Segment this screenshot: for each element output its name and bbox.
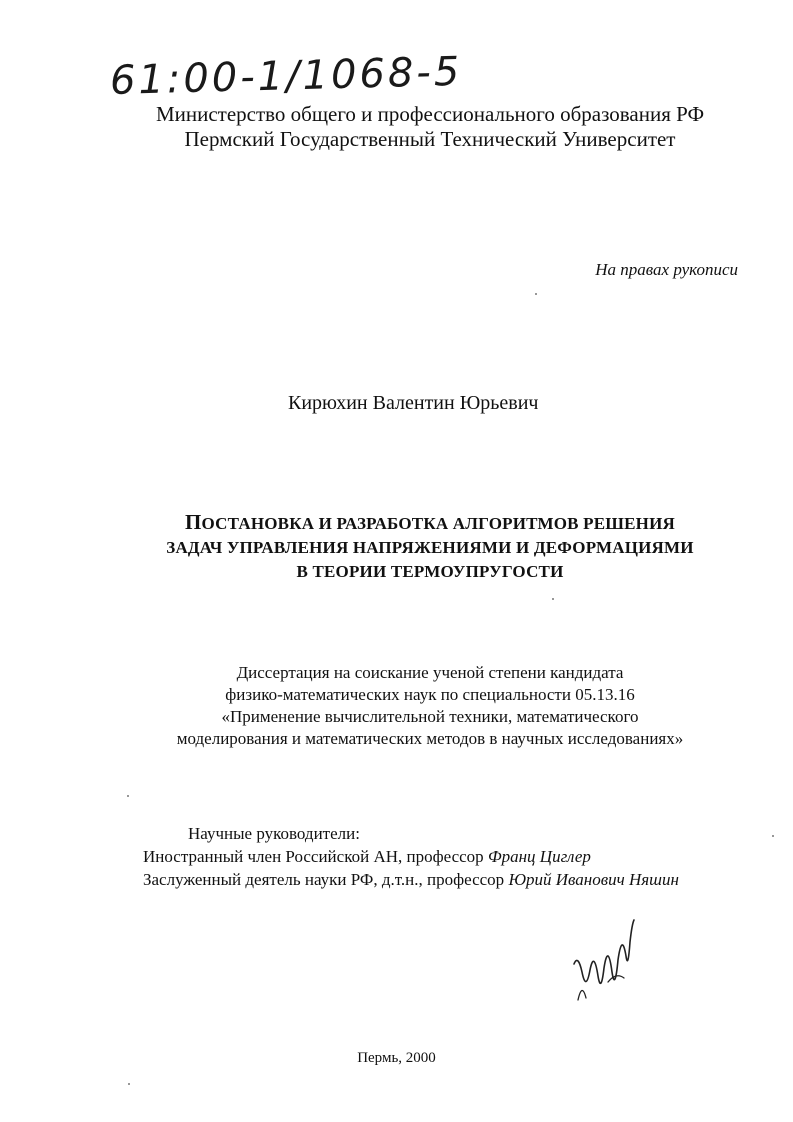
university-line: Пермский Государственный Технический Университет xyxy=(184,127,676,151)
title-block xyxy=(100,510,760,584)
scan-speck xyxy=(535,293,537,295)
dissertation-line-2: физико-математических наук по специальности 05.13.16 xyxy=(225,685,635,704)
supervisor-1 xyxy=(143,845,591,868)
supervisor-2 xyxy=(143,868,679,891)
scan-speck xyxy=(772,835,774,837)
supervisor-2-name: Юрий Иванович Няшин xyxy=(508,870,679,889)
city-year: Пермь, 2000 xyxy=(357,1050,436,1066)
title-line-3: В ТЕОРИИ ТЕРМОУПРУГОСТИ xyxy=(296,562,564,581)
supervisor-2-role: Заслуженный деятель науки РФ, д.т.н., профессор xyxy=(143,870,505,889)
rights-notice: На правах рукописи xyxy=(595,260,738,279)
supervisor-1-name: Франц Циглер xyxy=(487,847,591,866)
title-line-2: ЗАДАЧ УПРАВЛЕНИЯ НАПРЯЖЕНИЯМИ И ДЕФОРМАЦИЯМИ xyxy=(166,538,694,557)
author-name: Кирюхин Валентин Юрьевич xyxy=(288,392,539,414)
dissertation-line-3: «Применение вычислительной техники, математического xyxy=(221,707,639,726)
dissertation-line-1: Диссертация на соискание ученой степени кандидата xyxy=(236,663,624,682)
scan-speck xyxy=(128,1083,130,1085)
dissertation-block xyxy=(100,662,760,750)
supervisor-1-role: Иностранный член Российской АН, профессор xyxy=(143,847,484,866)
handwritten-archive-code: 61:00-1/1068-5 xyxy=(109,48,463,104)
scan-speck xyxy=(127,795,129,797)
signature-icon xyxy=(568,912,648,1007)
title-first-letter: П xyxy=(185,510,202,534)
dissertation-line-4: моделирования и математических методов в научных исследованиях» xyxy=(176,729,684,748)
ministry-line: Министерство общего и профессионального образования РФ xyxy=(155,102,705,126)
scan-speck xyxy=(552,598,554,600)
title-line-1-rest: ОСТАНОВКА И РАЗРАБОТКА АЛГОРИТМОВ РЕШЕНИЯ xyxy=(201,514,675,533)
supervisors-heading: Научные руководители: xyxy=(188,824,360,843)
title-line-1 xyxy=(100,510,760,536)
